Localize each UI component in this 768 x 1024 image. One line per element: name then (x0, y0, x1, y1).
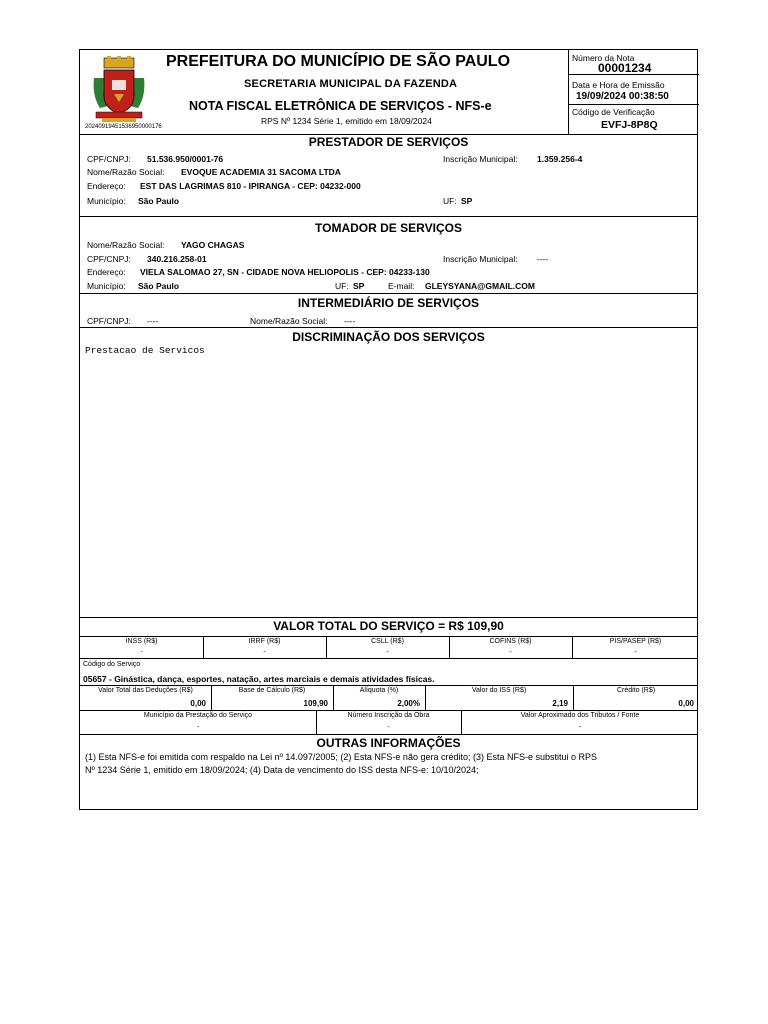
prestador-nome-label: Nome/Razão Social: (87, 167, 165, 177)
codigo-servico-label: Código do Serviço (83, 661, 141, 668)
calc-aliquota-value: 2,00% (397, 699, 420, 708)
intermediario-cpf-label: CPF/CNPJ: (87, 316, 131, 326)
tomador-municipio-value: São Paulo (138, 281, 180, 291)
prestador-nome-value: EVOQUE ACADEMIA 31 SACOMA LTDA (181, 167, 341, 177)
prestador-municipio-value: São Paulo (138, 196, 180, 206)
tax-csll-label: CSLL (R$) (371, 638, 404, 645)
tax-irrf-label: IRRF (R$) (248, 638, 281, 645)
outras-section-title: OUTRAS INFORMAÇÕES (316, 736, 461, 750)
calc-iss-label: Valor do ISS (R$) (471, 687, 527, 694)
intermediario-nome-label: Nome/Razão Social: (250, 316, 328, 326)
tomador-email-value: GLEYSYANA@GMAIL.COM (425, 281, 535, 291)
tomador-nome-label: Nome/Razão Social: (87, 240, 165, 250)
coat-of-arms-icon (90, 56, 148, 124)
tomador-endereco-label: Endereço: (87, 267, 126, 277)
tomador-cpf-value: 340.216.258-01 (147, 254, 207, 264)
numero-nota-label: Número da Nota (572, 53, 635, 63)
prestador-im-label: Inscrição Municipal: (443, 154, 518, 164)
calc-iss-value: 2,19 (552, 699, 568, 708)
tax-pis-label: PIS/PASEP (R$) (609, 638, 662, 645)
nota-title: NOTA FISCAL ELETRÔNICA DE SERVIÇOS - NFS-e (189, 99, 492, 113)
discriminacao-section-title: DISCRIMINAÇÃO DOS SERVIÇOS (292, 330, 485, 344)
intermediario-cpf-value: ---- (147, 316, 159, 326)
intermediario-section-title: INTERMEDIÁRIO DE SERVIÇOS (297, 296, 480, 310)
prestador-endereco-label: Endereço: (87, 181, 126, 191)
tomador-im-value: ---- (537, 254, 549, 264)
tax-irrf-value: - (263, 649, 266, 656)
numero-nota-value: 00001234 (598, 61, 652, 75)
tomador-endereco-value: VIELA SALOMAO 27, SN - CIDADE NOVA HELIOPOLIS - CEP: 04233-130 (140, 267, 430, 277)
tax-csll-value: - (386, 649, 389, 656)
misc-tributos-label: Valor Aproximado dos Tributos / Fonte (520, 712, 640, 719)
calc-aliquota-label: Alíquota (%) (359, 687, 399, 694)
misc-obra-label: Número Inscrição da Obra (347, 712, 430, 719)
discriminacao-text: Prestacao de Servicos (85, 345, 205, 356)
data-emissao-label: Data e Hora de Emissão (572, 80, 665, 90)
barcode-text: 20240919451536950000176 (85, 124, 162, 130)
valor-total: VALOR TOTAL DO SERVIÇO = R$ 109,90 (273, 619, 504, 633)
tomador-email-label: E-mail: (388, 281, 415, 291)
prestador-uf-label: UF: (443, 196, 457, 206)
nfse-document (79, 49, 698, 810)
page-title: PREFEITURA DO MUNICÍPIO DE SÃO PAULO (166, 53, 511, 70)
prestador-municipio-label: Município: (87, 196, 126, 206)
tax-pis-value: - (634, 649, 637, 656)
codigo-servico-value: 05657 - Ginástica, dança, esportes, natação, artes marciais e demais atividades físicas. (83, 674, 435, 684)
calc-base-label: Base de Cálculo (R$) (238, 687, 306, 694)
calc-base-value: 109,90 (303, 699, 328, 708)
outras-line-2: Nº 1234 Série 1, emitido em 18/09/2024; (4) Data de vencimento do ISS desta NFS-e: 10/10/2024; (85, 765, 479, 775)
secretaria: SECRETARIA MUNICIPAL DA FAZENDA (244, 78, 458, 90)
prestador-cpf-value: 51.536.950/0001-76 (147, 154, 224, 164)
calc-credito-label: Crédito (R$) (616, 687, 656, 694)
tax-cofins-value: - (509, 649, 512, 656)
tax-cofins-label: COFINS (R$) (489, 638, 532, 645)
codigo-verificacao-label: Código de Verificação (572, 107, 655, 117)
prestador-endereco-value: EST DAS LAGRIMAS 810 - IPIRANGA - CEP: 04232-000 (140, 181, 361, 191)
calc-credito-value: 0,00 (678, 699, 694, 708)
prestador-section-title: PRESTADOR DE SERVIÇOS (308, 135, 469, 149)
misc-municipio-value: - (196, 724, 200, 731)
tomador-nome-value: YAGO CHAGAS (181, 240, 245, 250)
misc-municipio-label: Município da Prestação do Serviço (143, 712, 253, 719)
misc-tributos-value: - (578, 724, 582, 731)
misc-obra-value: - (387, 724, 390, 731)
tomador-uf-value: SP (353, 281, 365, 291)
prestador-uf-value: SP (461, 196, 473, 206)
tax-inss-label: INSS (R$) (125, 638, 158, 645)
tax-inss-value: - (140, 649, 143, 656)
data-emissao-value: 19/09/2024 00:38:50 (576, 91, 669, 102)
outras-line-1: (1) Esta NFS-e foi emitida com respaldo na Lei nº 14.097/2005; (2) Esta NFS-e não gera crédito; (3) Esta NFS-e substitui o RPS (85, 752, 598, 762)
calc-deducoes-label: Valor Total das Deduções (R$) (98, 687, 193, 694)
rps-line: RPS Nº 1234 Série 1, emitido em 18/09/2024 (261, 116, 432, 126)
tomador-uf-label: UF: (335, 281, 349, 291)
intermediario-nome-value: ---- (344, 316, 356, 326)
tomador-municipio-label: Município: (87, 281, 126, 291)
prestador-im-value: 1.359.256-4 (537, 154, 583, 164)
calc-deducoes-value: 0,00 (190, 699, 206, 708)
tomador-section-title: TOMADOR DE SERVIÇOS (315, 221, 462, 235)
codigo-verificacao-value: EVFJ-8P8Q (601, 119, 658, 131)
tomador-im-label: Inscrição Municipal: (443, 254, 518, 264)
prestador-cpf-label: CPF/CNPJ: (87, 154, 131, 164)
tomador-cpf-label: CPF/CNPJ: (87, 254, 131, 264)
